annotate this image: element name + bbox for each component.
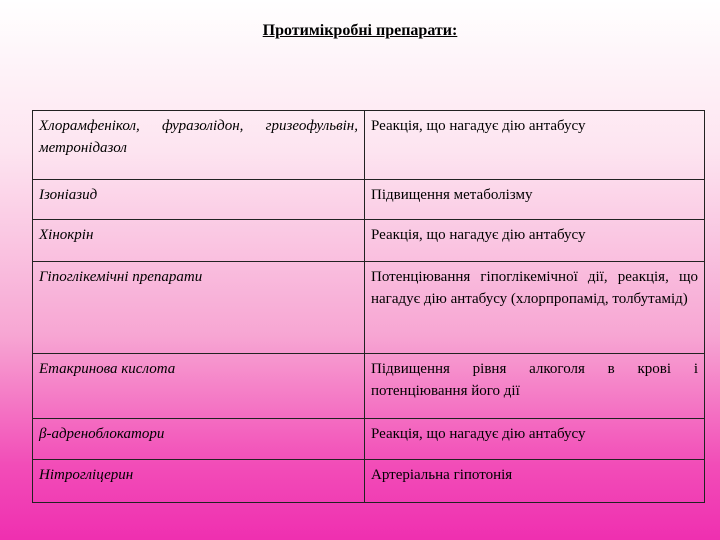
drug-cell: Хлорамфенікол, фуразолідон, гризеофульвін, метронідазол	[33, 111, 365, 180]
drug-cell: Ізоніазид	[33, 180, 365, 220]
effect-cell: Реакція, що нагадує дію антабусу	[365, 220, 705, 262]
table-row	[33, 262, 705, 354]
effect-cell: Артеріальна гіпотонія	[365, 460, 705, 503]
drug-cell: β-адреноблокатори	[33, 419, 365, 460]
drug-cell: Нітрогліцерин	[33, 460, 365, 503]
table-row	[33, 180, 705, 220]
table-row	[33, 111, 705, 180]
drug-cell: Гіпоглікемічні препарати	[33, 262, 365, 354]
effect-cell: Реакція, що нагадує дію антабусу	[365, 419, 705, 460]
table-row	[33, 220, 705, 262]
drug-interaction-table	[32, 110, 705, 503]
effect-cell: Підвищення метаболізму	[365, 180, 705, 220]
table-row	[33, 354, 705, 419]
page-title: Протимікробні препарати:	[262, 22, 458, 39]
table-row	[33, 419, 705, 460]
effect-cell: Підвищення рівня алкоголя в крові і потенціювання його дії	[365, 354, 705, 419]
drug-cell: Етакринова кислота	[33, 354, 365, 419]
drug-cell: Хінокрін	[33, 220, 365, 262]
table-row	[33, 460, 705, 503]
effect-cell: Реакція, що нагадує дію антабусу	[365, 111, 705, 180]
effect-cell: Потенціювання гіпоглікемічної дії, реакція, що нагадує дію антабусу (хлорпропамід, толбутамід)	[365, 262, 705, 354]
